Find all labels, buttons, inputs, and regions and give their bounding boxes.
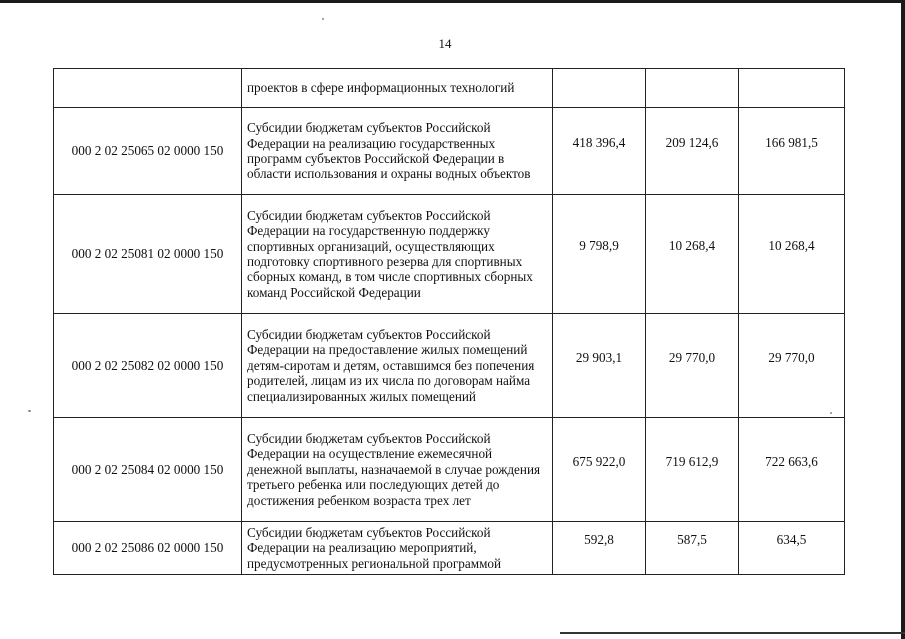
budget-code: 000 2 02 25081 02 0000 150 <box>54 195 242 314</box>
page-number: 14 <box>438 36 452 51</box>
value-col-1 <box>553 69 646 108</box>
row-description: проектов в сфере информационных технологий <box>242 69 553 108</box>
table-row <box>54 108 845 195</box>
value-col-1: 592,8 <box>553 522 646 575</box>
value-col-1: 9 798,9 <box>553 195 646 314</box>
value-col-2: 29 770,0 <box>646 314 739 418</box>
budget-code: 000 2 02 25065 02 0000 150 <box>54 108 242 195</box>
table-row <box>54 195 845 314</box>
table-row <box>54 314 845 418</box>
row-description: Субсидии бюджетам субъектов Российской Федерации на государственную поддержку спортивных организаций, осуществляющих подготовку спортивного резерва для спортивных сборных команд, в том числе спортивных сборных команд Российской Федерации <box>242 195 553 314</box>
value-col-2: 209 124,6 <box>646 108 739 195</box>
value-col-1: 418 396,4 <box>553 108 646 195</box>
value-col-2: 719 612,9 <box>646 418 739 522</box>
scan-speck <box>28 410 31 412</box>
budget-code: 000 2 02 25082 02 0000 150 <box>54 314 242 418</box>
row-description: Субсидии бюджетам субъектов Российской Федерации на осуществление ежемесячной денежной выплаты, назначаемой в случае рождения третьего ребенка или последующих детей до достижения ребенком возраста трех лет <box>242 418 553 522</box>
budget-code: 000 2 02 25084 02 0000 150 <box>54 418 242 522</box>
value-col-3: 166 981,5 <box>739 108 845 195</box>
value-col-3: 722 663,6 <box>739 418 845 522</box>
scan-speck <box>322 18 324 20</box>
value-col-3 <box>739 69 845 108</box>
row-description: Субсидии бюджетам субъектов Российской Федерации на предоставление жилых помещений детям-сиротам и детям, оставшимся без попечения родителей, лицам из их числа по договорам найма специализированных жилых помещений <box>242 314 553 418</box>
budget-table <box>53 68 845 575</box>
value-col-1: 675 922,0 <box>553 418 646 522</box>
value-col-2 <box>646 69 739 108</box>
table-row <box>54 418 845 522</box>
budget-code <box>54 69 242 108</box>
scan-border-right <box>901 0 905 639</box>
table-row <box>54 69 845 108</box>
table-row <box>54 522 845 575</box>
row-description: Субсидии бюджетам субъектов Российской Федерации на реализацию государственных программ субъектов Российской Федерации в области использования и охраны водных объектов <box>242 108 553 195</box>
budget-code: 000 2 02 25086 02 0000 150 <box>54 522 242 575</box>
value-col-3: 10 268,4 <box>739 195 845 314</box>
value-col-3: 29 770,0 <box>739 314 845 418</box>
value-col-2: 10 268,4 <box>646 195 739 314</box>
row-description: Субсидии бюджетам субъектов Российской Федерации на реализацию мероприятий, предусмотренных региональной программой <box>242 522 553 575</box>
value-col-3: 634,5 <box>739 522 845 575</box>
scan-border-top <box>0 0 905 3</box>
value-col-1: 29 903,1 <box>553 314 646 418</box>
scan-speck <box>830 412 832 414</box>
value-col-2: 587,5 <box>646 522 739 575</box>
scan-edge-line <box>560 632 905 634</box>
